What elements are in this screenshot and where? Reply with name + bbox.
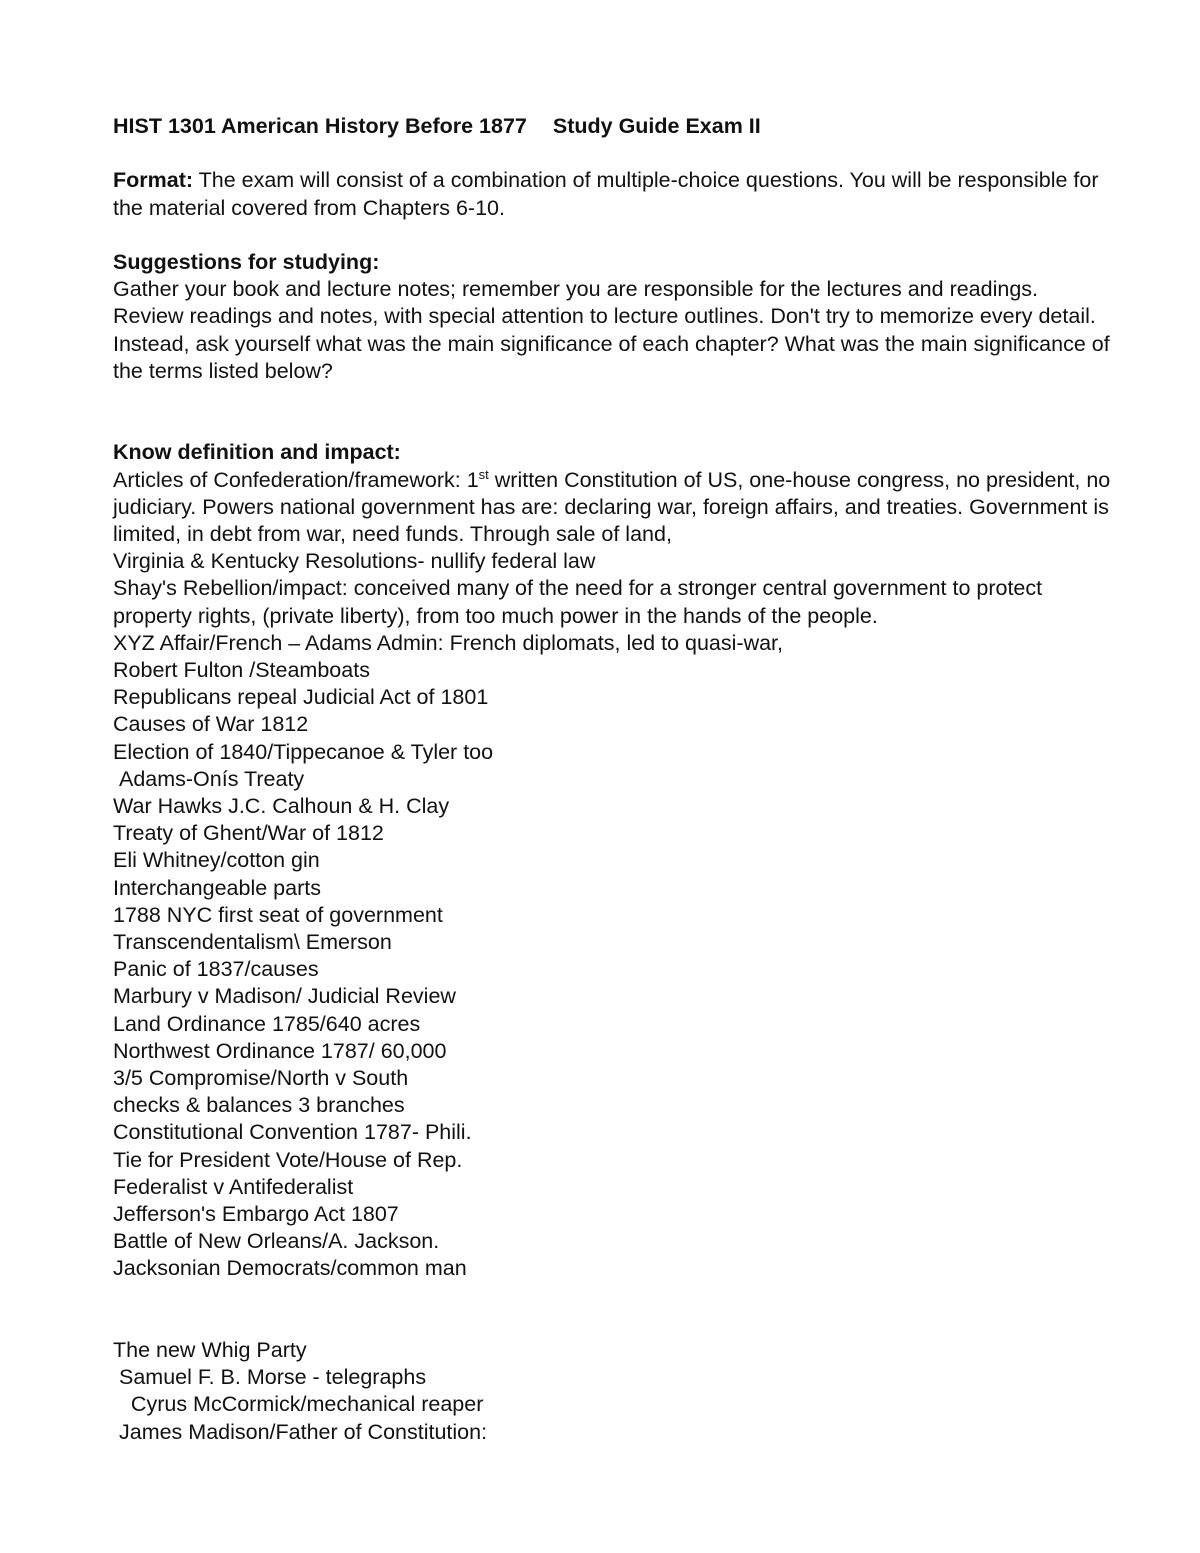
exam-title: Study Guide Exam II [552,114,761,138]
list-item: Tie for President Vote/House of Rep. [113,1147,463,1172]
list-item: Robert Fulton /Steamboats [113,658,370,683]
list-item: Eli Whitney/cotton gin [113,848,320,873]
list-item: Treaty of Ghent/War of 1812 [113,821,384,846]
format-text: The exam will consist of a combination of multiple-choice questions. You will be responsible for the material covered from Chapters 6-10. [113,168,1099,220]
list-item: Northwest Ordinance 1787/ 60,000 [113,1038,447,1063]
list-item: Transcendentalism\ Emerson [113,930,392,955]
list-item: Federalist v Antifederalist [113,1174,354,1199]
list-item: War Hawks J.C. Calhoun & H. Clay [113,794,450,819]
suggestions-heading: Suggestions for studying: [113,249,380,274]
terms-list-continued [113,1337,1113,1446]
list-item: Interchangeable parts [113,875,321,900]
articles-superscript: st [478,466,489,482]
list-item: Samuel F. B. Morse - telegraphs [113,1365,427,1390]
list-item: Republicans repeal Judicial Act of 1801 [113,685,489,710]
list-item: Cyrus McCormick/mechanical reaper [113,1392,484,1417]
terms-list [113,548,1113,1282]
format-paragraph [113,167,1113,221]
list-item: Virginia & Kentucky Resolutions- nullify federal law [113,549,596,574]
articles-prefix: Articles of Confederation/framework: 1 [113,467,479,492]
list-item: Adams-Onís Treaty [113,766,305,791]
suggestions-text: Gather your book and lecture notes; remember you are responsible for the lectures and readings. Review readings and notes, with special attention to lecture outlines. Don't try to memorize every detail. Instead, ask yourself what was the main significance of each chapter? What was the main significance of the terms listed below? [113,277,1110,383]
list-item: Land Ordinance 1785/640 acres [113,1011,421,1036]
list-item: XYZ Affair/French – Adams Admin: French diplomats, led to quasi-war, [113,630,783,655]
list-item: The new Whig Party [113,1338,307,1363]
articles-item [113,467,1113,549]
course-title: HIST 1301 American History Before 1877 [113,114,527,138]
list-item: Battle of New Orleans/A. Jackson. [113,1229,440,1254]
study-guide-page [113,113,1113,1446]
articles-rest: written Constitution of US, one-house congress, no president, no judiciary. Powers national government has are: declaring war, foreign affairs, and treaties. Government is limited, in debt from war, need funds. Through sale of land, [113,467,1111,546]
format-label: Format: [113,168,194,193]
list-item: Panic of 1837/causes [113,957,319,982]
list-item: 1788 NYC first seat of government [113,902,443,927]
list-item: 3/5 Compromise/North v South [113,1066,409,1091]
know-heading: Know definition and impact: [113,440,401,465]
list-item: Jacksonian Democrats/common man [113,1256,467,1281]
list-item: checks & balances 3 branches [113,1093,405,1118]
list-item: Causes of War 1812 [113,712,309,737]
list-item: Election of 1840/Tippecanoe & Tyler too [113,739,494,764]
list-item: Marbury v Madison/ Judicial Review [113,984,456,1009]
list-item: Jefferson's Embargo Act 1807 [113,1202,399,1227]
list-item: Shay's Rebellion/impact: conceived many of the need for a stronger central government to protect property rights, (private liberty), from too much power in the hands of the people. [113,576,1049,628]
document-title [113,113,1113,140]
list-item: Constitutional Convention 1787- Phili. [113,1120,472,1145]
list-item: James Madison/Father of Constitution: [113,1419,488,1444]
